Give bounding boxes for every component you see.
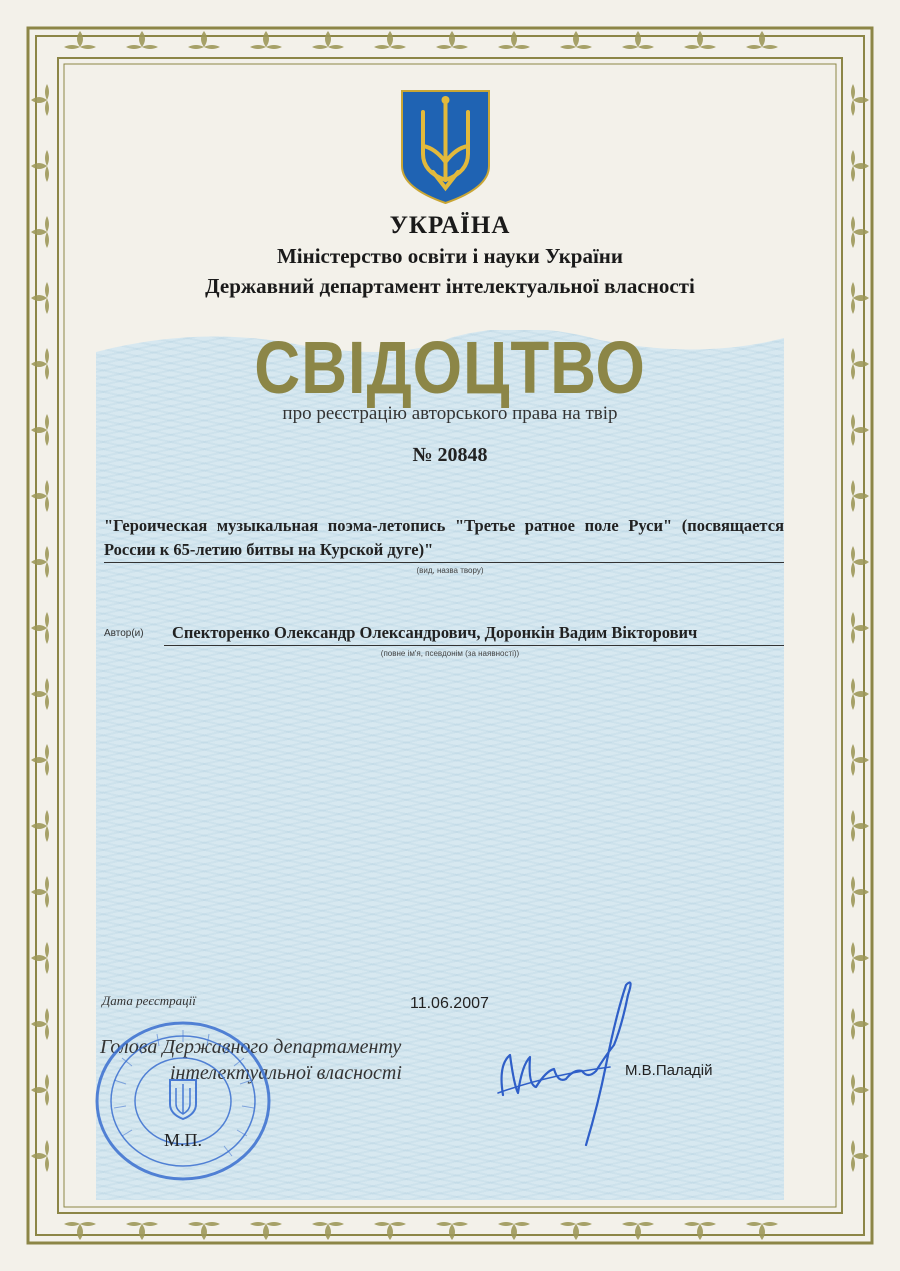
registration-number: № 20848 [412,444,488,466]
authors-underline [164,645,784,646]
registration-date-label: Дата реєстрації [102,993,196,1008]
authors-caption: (повне ім'я, псевдонім (за наявності)) [380,649,520,658]
ministry-name: Міністерство освіти і науки України [276,244,624,268]
seal-label: М.П. [163,1130,203,1150]
certificate-title: СВІДОЦТВО [254,326,646,409]
handwritten-signature [488,975,648,1150]
registration-date-value: 11.06.2007 [410,995,489,1012]
department-name: Державний департамент інтелектуальної власності [205,274,695,298]
signatory-name: М.В.Паладій [625,1062,713,1079]
country-name: УКРАЇНА [389,212,511,239]
work-title-caption: (вид, назва твору) [416,566,484,575]
authors-label: Автор(и) [104,628,144,639]
signatory-position-line1: Голова Державного департаменту [100,1036,402,1058]
official-seal-stamp [92,1018,274,1184]
authors-value: Спекторенко Олександр Олександрович, Доронкін Вадим Вікторович [172,623,698,642]
work-title: "Героическая музыкальная поэма-летопись "Третье ратное поле Руси" (посвящается России к 65-летию битвы на Курской дуге)" [104,516,784,559]
work-title-underline [104,562,784,563]
ukraine-trident-emblem-icon [399,88,492,206]
signatory-position-line2: інтелектуальної власності [170,1062,402,1084]
certificate-subtitle: про реєстрацію авторського права на твір [282,403,618,424]
